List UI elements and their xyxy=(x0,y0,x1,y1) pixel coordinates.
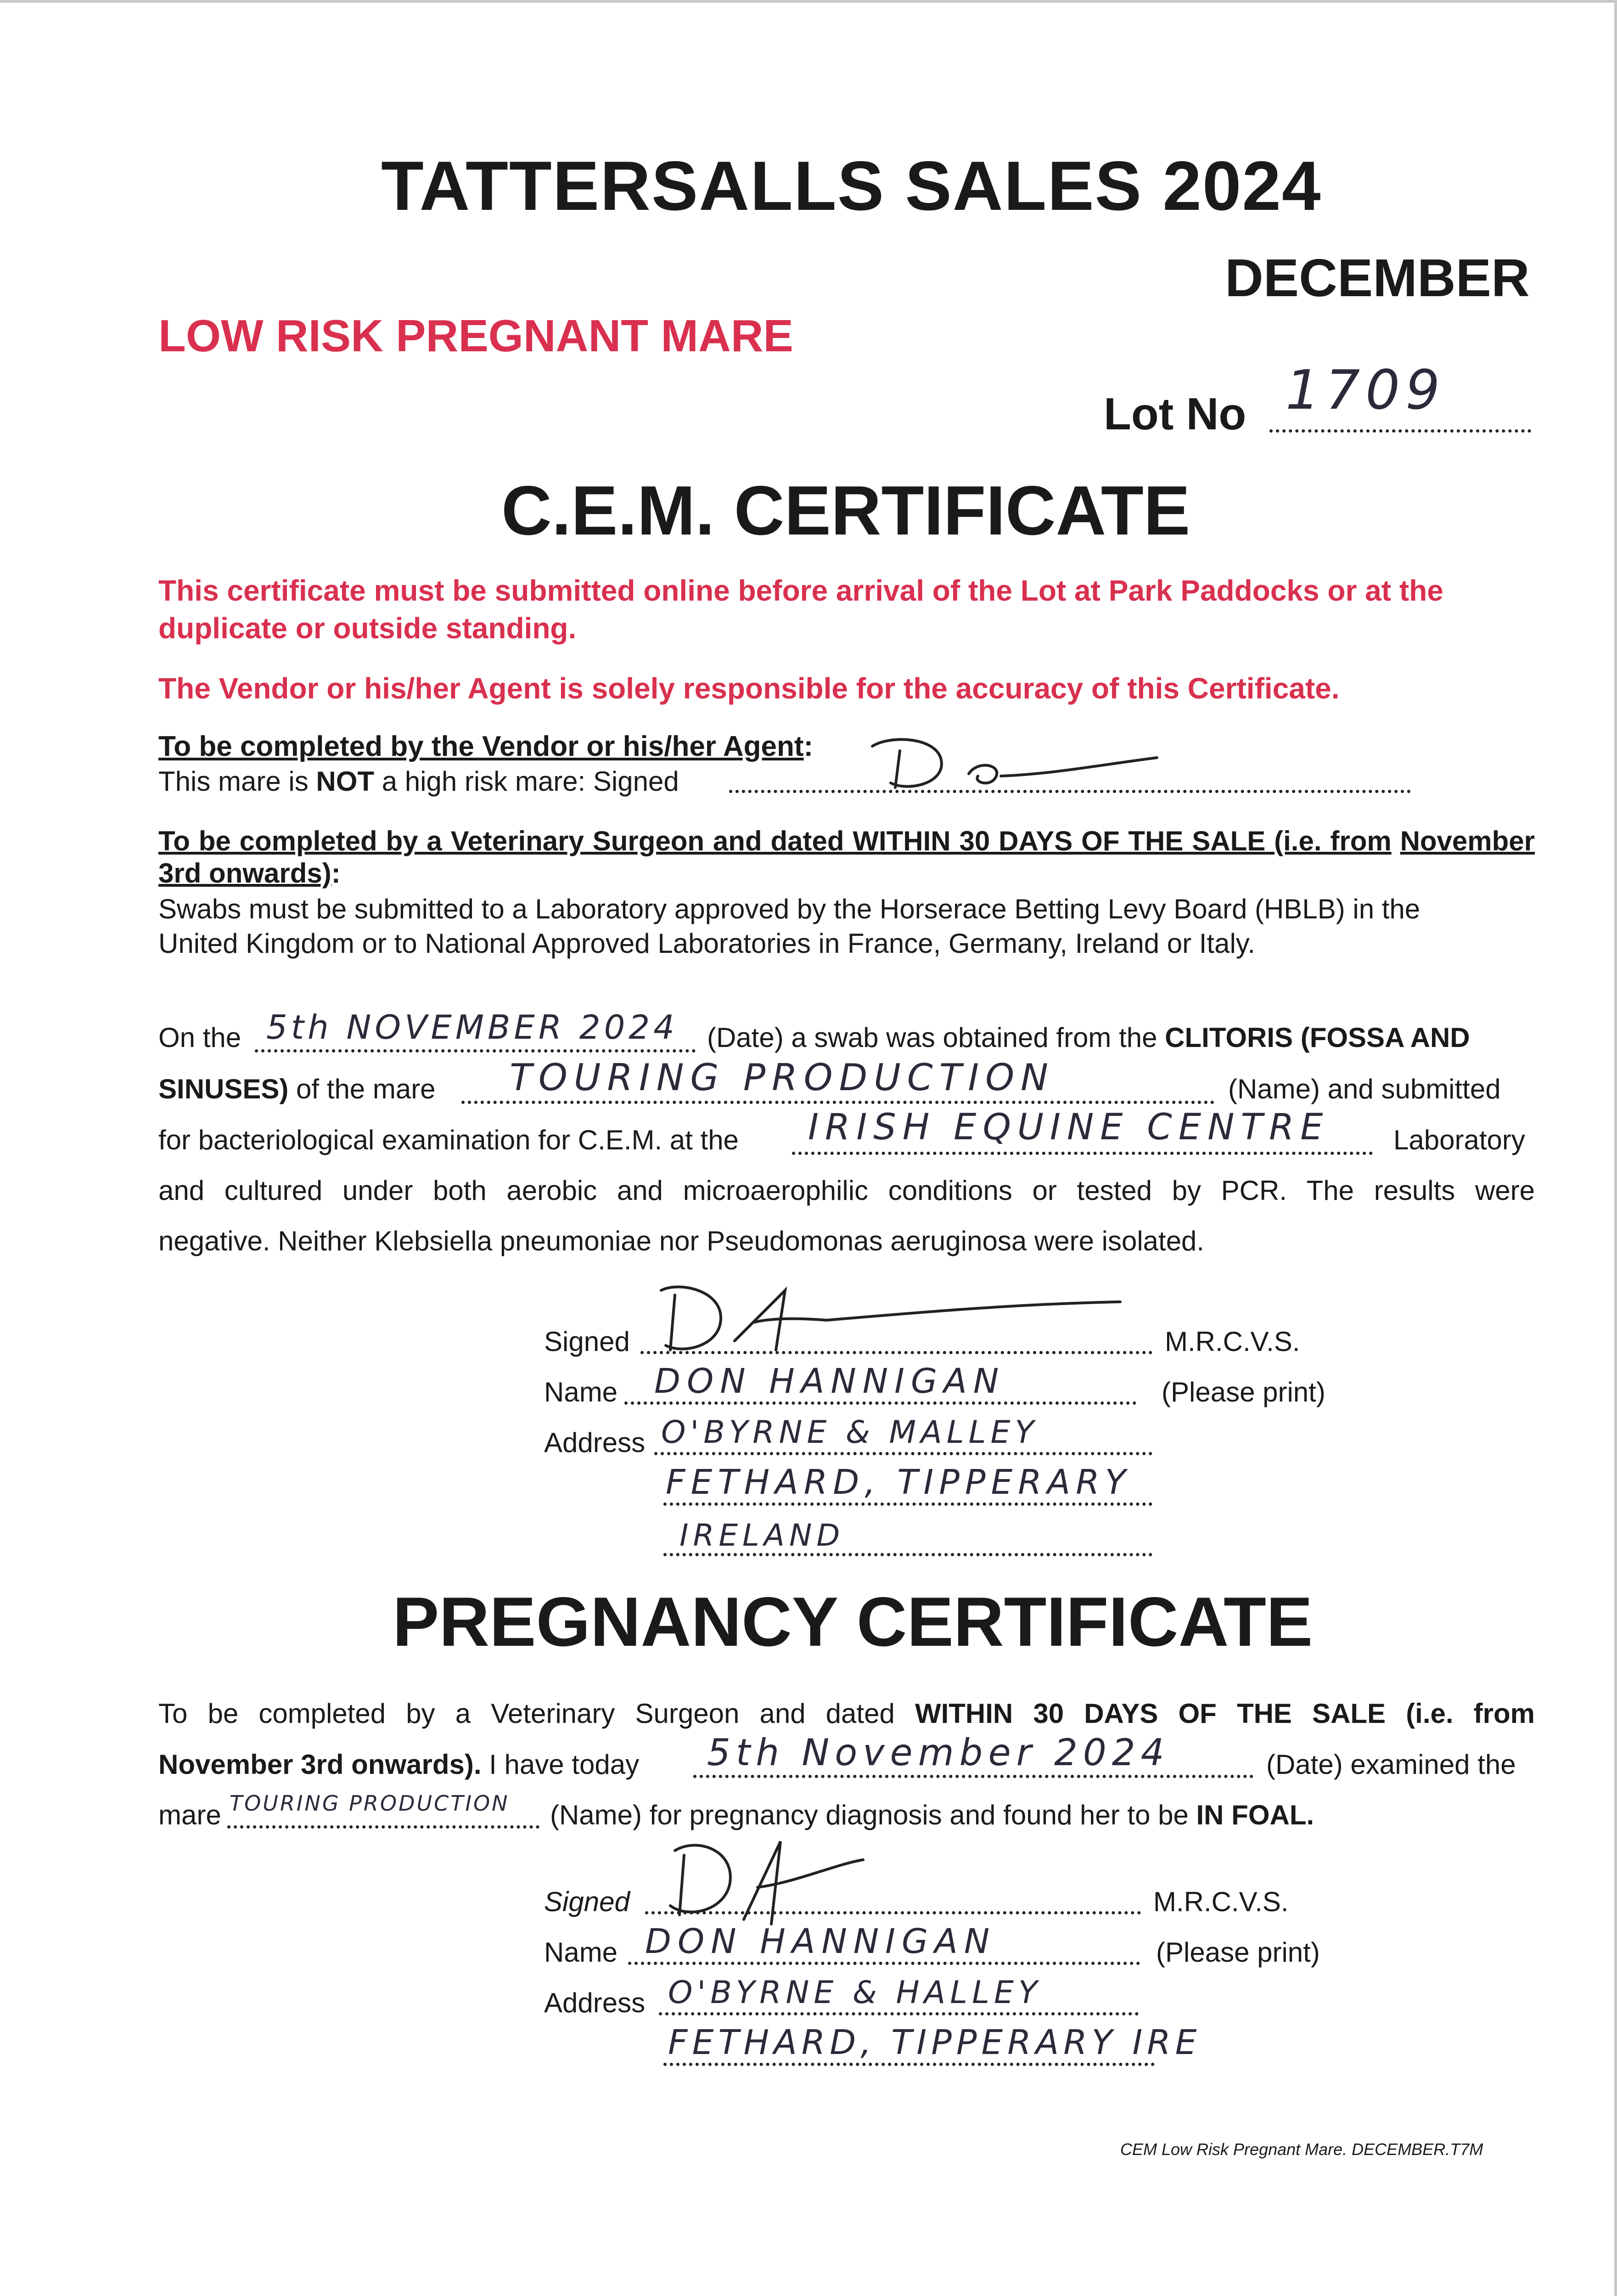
pregnancy-intro-1 xyxy=(158,1698,1535,1729)
swab-date-line xyxy=(255,1049,696,1052)
swab-site-bold: CLITORIS (FOSSA AND xyxy=(1165,1022,1470,1053)
cem-mare-name-line xyxy=(461,1101,1214,1104)
vet-heading-d: November 3rd onwards) xyxy=(158,826,1535,889)
pregnancy-date-suffix: (Date) examined the xyxy=(1266,1749,1516,1780)
lab-suffix: Laboratory xyxy=(1393,1125,1525,1155)
sale-title: TATTERSALLS SALES 2024 xyxy=(381,147,1322,225)
cem-address-2: FETHARD, TIPPERARY xyxy=(666,1463,1131,1502)
pregnancy-intro-a: To be completed by a Veterinary Surgeon and dated xyxy=(158,1698,915,1729)
pregnancy-name-line xyxy=(628,1962,1140,1965)
lot-number-label: Lot No xyxy=(1104,388,1246,439)
cem-address-line-3 xyxy=(663,1553,1152,1556)
cem-mare-name-value: TOURING PRODUCTION xyxy=(510,1056,1055,1099)
pregnancy-mare-name-value: TOURING PRODUCTION xyxy=(230,1791,510,1816)
cem-notice-2: The Vendor or his/her Agent is solely responsible for the accuracy of this Certificate. xyxy=(158,672,1340,705)
pregnancy-address-label: Address xyxy=(544,1987,646,2018)
category-label: LOW RISK PREGNANT MARE xyxy=(158,310,793,361)
pregnancy-mrcvs: M.R.C.V.S. xyxy=(1153,1886,1289,1917)
scan-edge-right xyxy=(1614,0,1617,2296)
pregnancy-address-1: O'BYRNE & HALLEY xyxy=(668,1975,1042,2011)
pregnancy-please-print: (Please print) xyxy=(1156,1937,1320,1968)
cem-vet-signature xyxy=(634,1277,1139,1359)
cem-name-label: Name xyxy=(544,1377,618,1407)
cem-address-1: O'BYRNE & MALLEY xyxy=(661,1414,1039,1451)
pregnancy-address-line-2 xyxy=(663,2063,1155,2066)
culture-text: and cultured under both aerobic and microaerophilic conditions or tested by PCR. The results were xyxy=(158,1175,1535,1206)
pregnancy-result xyxy=(550,1799,1314,1831)
vendor-heading: To be completed by the Vendor or his/her Agent: xyxy=(158,731,814,762)
cem-address-label: Address xyxy=(544,1427,646,1458)
cem-address-3: IRELAND xyxy=(679,1518,845,1553)
cem-please-print: (Please print) xyxy=(1162,1377,1325,1407)
lab-name-line xyxy=(792,1152,1373,1155)
vendor-line-a: This mare is xyxy=(158,766,316,797)
swab-date-label: On the xyxy=(158,1022,241,1053)
pregnancy-vet-signature xyxy=(643,1832,900,1933)
exam-text: for bacteriological examination for C.E.M. at the xyxy=(158,1125,739,1155)
swab-note-1: Swabs must be submitted to a Laboratory approved by the Horserace Betting Levy Board (HBLB) in the xyxy=(158,894,1420,924)
vendor-heading-text: To be completed by the Vendor or his/her Agent xyxy=(158,731,804,762)
cem-signed-label: Signed xyxy=(544,1326,630,1357)
vendor-declaration xyxy=(158,765,679,797)
vet-heading-b: WITHIN 30 DAYS OF THE SALE xyxy=(853,826,1266,856)
pregnancy-name-label: Name xyxy=(544,1937,618,1968)
vet-heading: To be completed by a Veterinary Surgeon and dated WITHIN 30 DAYS OF THE SALE (i.e. from November 3rd onwards): xyxy=(158,826,1535,889)
pregnancy-address-line-1 xyxy=(659,2012,1139,2015)
cem-mare-name-suffix: (Name) and submitted xyxy=(1228,1074,1501,1104)
negative-text: negative. Neither Klebsiella pneumoniae nor Pseudomonas aeruginosa were isolated. xyxy=(158,1226,1205,1256)
swab-site-text xyxy=(707,1022,1470,1053)
pregnancy-date-line xyxy=(693,1775,1253,1778)
pregnancy-intro-b: WITHIN 30 DAYS OF THE SALE (i.e. from xyxy=(915,1698,1535,1729)
vendor-line-not: NOT xyxy=(316,766,375,797)
pregnancy-title: PREGNANCY CERTIFICATE xyxy=(393,1583,1313,1661)
cem-notice-1: This certificate must be submitted online before arrival of the Lot at Park Paddocks or at the duplicate or outside standing. xyxy=(158,574,1443,645)
pregnancy-vet-name-value: DON HANNIGAN xyxy=(645,1922,996,1961)
lab-name-value: IRISH EQUINE CENTRE xyxy=(808,1107,1330,1148)
swab-note-2: United Kingdom or to National Approved Laboratories in France, Germany, Ireland or Italy. xyxy=(158,928,1256,959)
vendor-line-b: a high risk mare: Signed xyxy=(374,766,679,797)
pregnancy-intro-2 xyxy=(158,1749,639,1780)
pregnancy-mare-name-line xyxy=(227,1825,539,1829)
vendor-signature xyxy=(863,732,1185,801)
vet-heading-a: To be completed by a Veterinary Surgeon and dated xyxy=(158,826,853,856)
scan-edge-top xyxy=(0,0,1617,3)
pregnancy-result-a: (Name) for pregnancy diagnosis and found her to be xyxy=(550,1800,1196,1830)
of-the-mare-text: of the mare xyxy=(288,1074,436,1104)
cem-address-line-2 xyxy=(663,1503,1152,1506)
pregnancy-signed-label: Signed xyxy=(544,1886,630,1917)
pregnancy-result-b: IN FOAL. xyxy=(1196,1800,1314,1830)
pregnancy-address-2: FETHARD, TIPPERARY IRE xyxy=(668,2023,1202,2062)
pregnancy-date-value: 5th November 2024 xyxy=(707,1731,1170,1774)
lot-number-line xyxy=(1269,429,1531,433)
cem-vet-name-value: DON HANNIGAN xyxy=(654,1362,1005,1401)
swab-site-bold-2: SINUSES) xyxy=(158,1074,289,1104)
pregnancy-mare-label: mare xyxy=(158,1800,221,1830)
pregnancy-intro-d: I have today xyxy=(481,1749,640,1780)
lot-number-value: 1709 xyxy=(1286,358,1446,422)
mare-line xyxy=(158,1073,436,1105)
vet-heading-c: (i.e. from xyxy=(1265,826,1392,856)
pregnancy-intro-c: November 3rd onwards). xyxy=(158,1749,482,1780)
swab-date-value: 5th NOVEMBER 2024 xyxy=(266,1008,678,1047)
cem-address-line-1 xyxy=(654,1452,1152,1455)
cem-title: C.E.M. CERTIFICATE xyxy=(501,472,1190,550)
cem-name-line xyxy=(624,1401,1136,1405)
footer-reference: CEM Low Risk Pregnant Mare. DECEMBER.T7M xyxy=(1120,2140,1483,2159)
cem-mrcvs: M.R.C.V.S. xyxy=(1165,1326,1300,1357)
sale-month: DECEMBER xyxy=(1225,248,1530,308)
after-date-text: (Date) a swab was obtained from the xyxy=(707,1022,1165,1053)
